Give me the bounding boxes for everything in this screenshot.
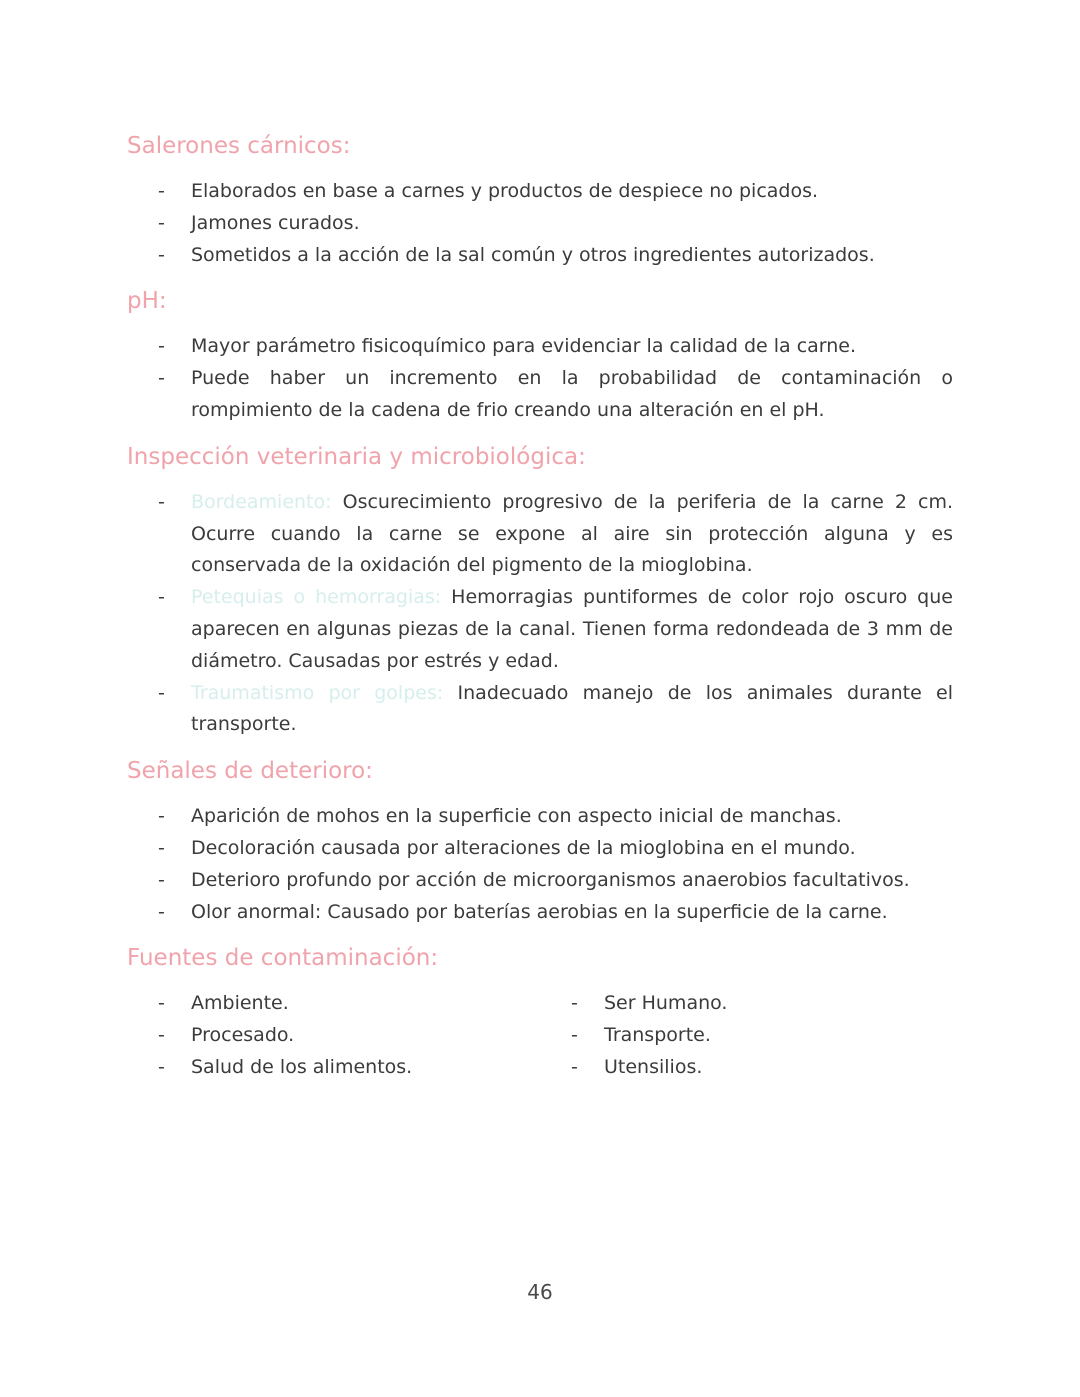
heading-ph: pH: [127,288,167,315]
list-item: - Utensilios. [571,1055,703,1078]
term-label: Traumatismo por golpes: [191,681,444,704]
list-item: - Mayor parámetro fisicoquímico para evidenciar la calidad de la carne. [158,335,857,358]
section-fuentes [127,940,953,1083]
list-item: - Transporte. [571,1024,711,1047]
heading-salerones: Salerones cárnicos: [127,133,351,159]
section-senales [127,753,953,928]
list-fuentes-left [127,988,540,1083]
list-salerones [127,176,953,271]
list-item: - Ambiente. [158,992,289,1015]
list-item: - Sometidos a la acción de la sal común y otros ingredientes autorizados. [158,243,875,266]
list-fuentes-right [540,988,953,1083]
list-item: - Deterioro profundo por acción de microorganismos anaerobios facultativos. [158,868,910,891]
list-item: - Puede haber un incremento en la probabilidad de contaminación o rompimiento de la cadena de frio creando una alteración en el pH. [158,367,953,421]
section-ph [127,283,953,426]
list-item: - Traumatismo por golpes: Inadecuado manejo de los animales durante el transporte. [158,681,953,736]
heading-fuentes: Fuentes de contaminación: [127,945,439,972]
section-inspeccion [127,439,953,741]
term-label: Petequias o hemorragias: [191,586,442,609]
list-item: - Aparición de mohos en la superficie con aspecto inicial de manchas. [158,805,842,828]
page-number: 46 [527,1280,553,1304]
page-content [127,128,953,1096]
heading-senales: Señales de deterioro: [127,758,373,785]
heading-inspeccion: Inspección veterinaria y microbiológica: [127,443,586,470]
list-item: - Bordeamiento: Oscurecimiento progresivo de la periferia de la carne 2 cm. Ocurre cuando la carne se expone al aire sin protección alguna y es conservada de la oxidación del pigmento de la mioglobina. [158,490,953,577]
list-item: - Salud de los alimentos. [158,1055,413,1078]
list-inspeccion [127,487,953,741]
list-item: - Ser Humano. [571,992,728,1015]
list-item: - Decoloración causada por alteraciones de la mioglobina en el mundo. [158,836,856,859]
section-salerones [127,128,953,271]
list-item: - Olor anormal: Causado por baterías aerobias en la superficie de la carne. [158,900,888,923]
list-item: - Elaborados en base a carnes y productos de despiece no picados. [158,180,819,202]
term-label: Bordeamiento: [191,490,332,513]
two-column-list [127,988,953,1083]
list-item: - Procesado. [158,1024,295,1047]
list-item: - Jamones curados. [158,211,360,234]
list-senales [127,801,953,928]
list-item: - Petequias o hemorragias: Hemorragias puntiformes de color rojo oscuro que aparecen en algunas piezas de la canal. Tienen forma redondeada de 3 mm de diámetro. Causadas por estrés y edad. [158,586,953,672]
list-ph [127,331,953,426]
